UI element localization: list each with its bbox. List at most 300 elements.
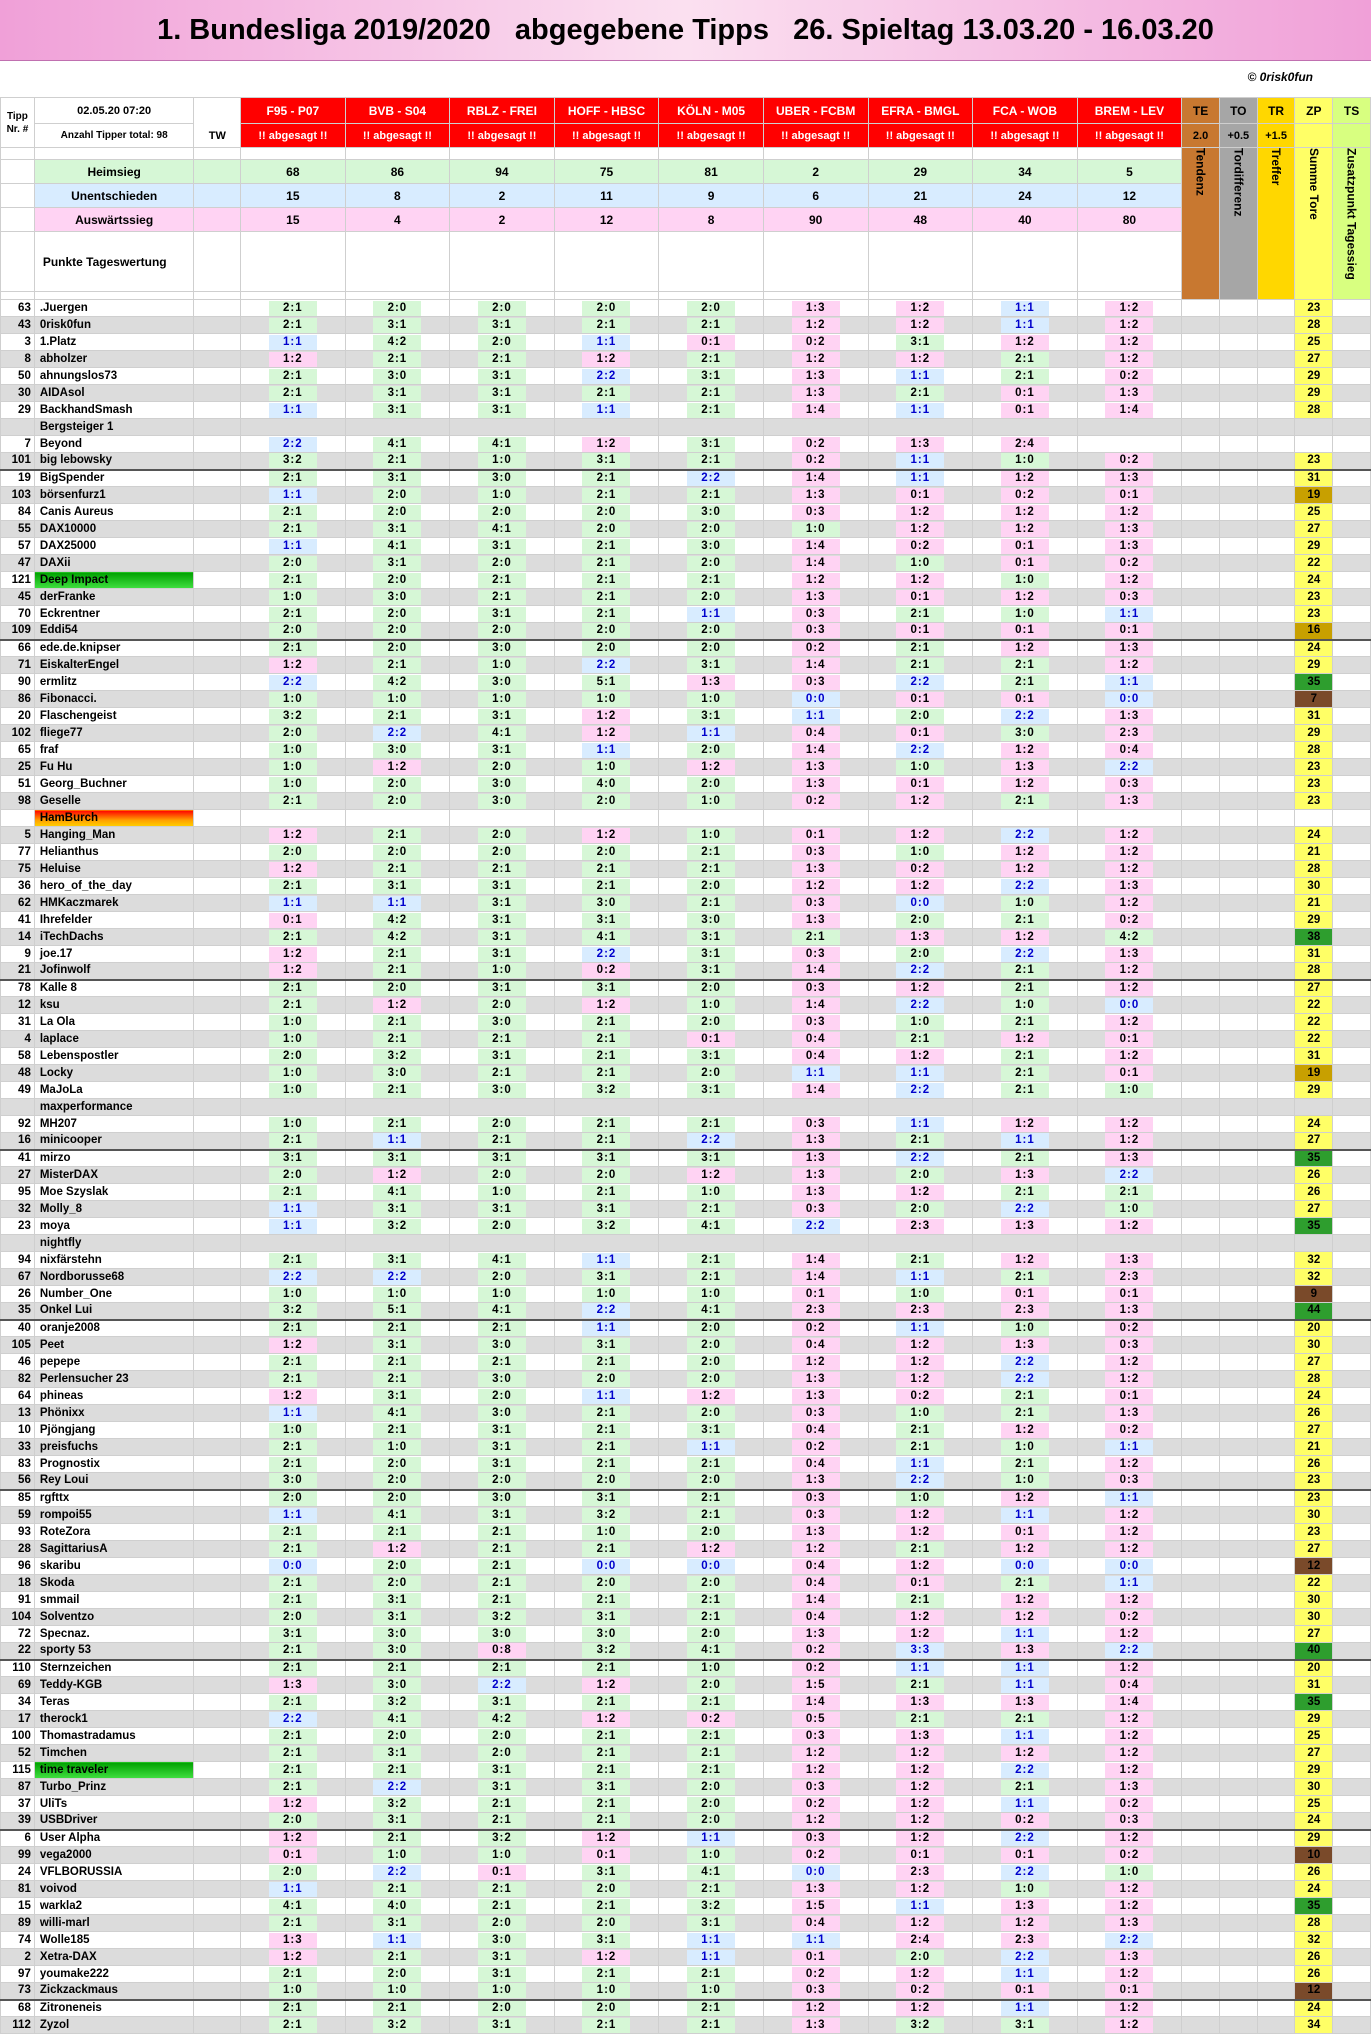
- tip-value: 3:0: [478, 1372, 526, 1387]
- tip-cell: [554, 334, 659, 351]
- tip-cell: [554, 793, 659, 810]
- tip-cell: [973, 997, 1078, 1014]
- tip-cell: [1077, 606, 1182, 623]
- ts-cell: [1333, 402, 1371, 419]
- table-row: [1, 1201, 1371, 1218]
- tip-value: 2:0: [269, 726, 317, 741]
- tip-cell: [868, 1915, 973, 1932]
- tip-cell: [868, 997, 973, 1014]
- tip-value: 2:1: [269, 1372, 317, 1387]
- tipp-number: 39: [1, 1813, 35, 1830]
- tip-cell: [973, 1524, 1078, 1541]
- tip-value: 2:1: [687, 1729, 735, 1744]
- tip-value: 1:2: [1001, 1746, 1049, 1761]
- tip-cell: [973, 1949, 1078, 1966]
- tip-cell: [345, 1830, 450, 1847]
- tip-cell: [763, 1405, 868, 1422]
- tip-cell: [554, 1167, 659, 1184]
- tip-cell: [554, 402, 659, 419]
- tip-cell: [659, 1677, 764, 1694]
- tip-value: 2:0: [687, 1372, 735, 1387]
- match-header-0: F95 - P07: [241, 98, 346, 124]
- tip-cell: [1077, 1660, 1182, 1677]
- tip-cell: [554, 1473, 659, 1490]
- tip-cell: [554, 1337, 659, 1354]
- tr-cell: [1257, 1626, 1295, 1643]
- to-cell: [1219, 1830, 1257, 1847]
- tip-value: 2:0: [582, 623, 630, 638]
- tip-value: 1:2: [896, 301, 944, 316]
- tipp-number: 55: [1, 521, 35, 538]
- tip-cell: [345, 402, 450, 419]
- tw-cell: [194, 436, 241, 453]
- stat-away-2: 2: [450, 208, 555, 232]
- tip-value: 2:1: [373, 1015, 421, 1030]
- tip-cell: [241, 861, 346, 878]
- tip-value: 1:3: [1105, 709, 1153, 724]
- tip-cell: [241, 1949, 346, 1966]
- tip-cell: [659, 1762, 764, 1779]
- tip-value: 2:2: [1001, 1763, 1049, 1778]
- tip-value: 2:1: [269, 1746, 317, 1761]
- tip-value: 1:3: [896, 437, 944, 452]
- to-cell: [1219, 793, 1257, 810]
- tip-cell: [345, 1405, 450, 1422]
- tip-value: 2:0: [478, 760, 526, 775]
- tip-value: 0:3: [792, 1202, 840, 1217]
- zp-cell: 23: [1295, 1473, 1333, 1490]
- tip-cell: [973, 1830, 1078, 1847]
- tip-cell: [241, 334, 346, 351]
- tipper-name: RoteZora: [34, 1524, 194, 1541]
- tip-cell: [763, 1490, 868, 1507]
- tip-cell: [345, 1728, 450, 1745]
- tw-cell: [194, 351, 241, 368]
- tip-cell: [763, 1898, 868, 1915]
- zp-cell: 35: [1295, 1898, 1333, 1915]
- te-cell: [1182, 878, 1220, 895]
- tip-value: 1:1: [269, 335, 317, 350]
- to-cell: [1219, 1252, 1257, 1269]
- table-row: [1, 1983, 1371, 2000]
- tip-value: 4:1: [373, 1406, 421, 1421]
- tip-value: 4:2: [1105, 930, 1153, 945]
- tip-value: 2:1: [373, 947, 421, 962]
- tip-cell: [868, 606, 973, 623]
- tip-cell: [763, 385, 868, 402]
- tip-value: 2:1: [582, 1797, 630, 1812]
- tw-cell: [194, 1490, 241, 1507]
- tip-value: 2:1: [582, 386, 630, 401]
- tip-cell: [659, 1082, 764, 1099]
- tip-cell: [973, 1065, 1078, 1082]
- tr-cell: [1257, 1303, 1295, 1320]
- tip-cell: [763, 1609, 868, 1626]
- tip-cell: [868, 1694, 973, 1711]
- tip-value: 3:1: [373, 1253, 421, 1268]
- tip-value: 3:1: [1001, 2018, 1049, 2033]
- tr-cell: [1257, 861, 1295, 878]
- tip-value: 2:1: [269, 1593, 317, 1608]
- tip-value: 2:1: [478, 1576, 526, 1591]
- tipp-number: 86: [1, 691, 35, 708]
- tip-value: 2:1: [269, 1780, 317, 1795]
- tip-cell: [1077, 1847, 1182, 1864]
- table-row: [1, 351, 1371, 368]
- tip-value: 1:1: [896, 1117, 944, 1132]
- te-cell: [1182, 1031, 1220, 1048]
- tip-cell: [868, 844, 973, 861]
- tip-value: 0:1: [1001, 386, 1049, 401]
- table-row: [1, 606, 1371, 623]
- tip-value: 4:1: [373, 1712, 421, 1727]
- tip-cell: [1077, 402, 1182, 419]
- tip-value: 0:2: [792, 794, 840, 809]
- tipp-number: 3: [1, 334, 35, 351]
- te-cell: [1182, 708, 1220, 725]
- tip-cell: [868, 1388, 973, 1405]
- tip-cell: [554, 1048, 659, 1065]
- tip-value: 1:3: [1001, 1695, 1049, 1710]
- table-row: [1, 1745, 1371, 1762]
- tip-cell: [868, 1269, 973, 1286]
- te-header: TE: [1182, 98, 1220, 124]
- tip-cell: [973, 725, 1078, 742]
- tip-value: 3:1: [373, 522, 421, 537]
- tip-cell: [973, 1354, 1078, 1371]
- to-cell: [1219, 861, 1257, 878]
- ts-cell: [1333, 759, 1371, 776]
- tipp-number: 67: [1, 1269, 35, 1286]
- tip-value: 0:1: [1001, 1525, 1049, 1540]
- tip-cell: [554, 742, 659, 759]
- ts-cell: [1333, 1218, 1371, 1235]
- tipper-name: Kalle 8: [34, 980, 194, 997]
- tip-cell: [1077, 1813, 1182, 1830]
- tip-cell: [1077, 1949, 1182, 1966]
- tip-cell: [763, 912, 868, 929]
- tip-value: 1:2: [373, 1168, 421, 1183]
- tw-cell: [194, 895, 241, 912]
- tip-cell: [868, 351, 973, 368]
- tip-value: 1:0: [269, 1066, 317, 1081]
- tip-cell: [659, 1473, 764, 1490]
- tip-cell: [241, 1694, 346, 1711]
- tip-value: 1:0: [373, 692, 421, 707]
- tip-value: 2:1: [1001, 369, 1049, 384]
- tr-cell: [1257, 351, 1295, 368]
- zp-cell: 19: [1295, 487, 1333, 504]
- tip-value: 2:0: [373, 1729, 421, 1744]
- spacer: [1, 160, 35, 184]
- to-cell: [1219, 351, 1257, 368]
- tipp-number: 41: [1, 1150, 35, 1167]
- te-cell: [1182, 1388, 1220, 1405]
- tip-value: 3:1: [896, 335, 944, 350]
- tip-cell: [659, 1048, 764, 1065]
- ts-cell: [1333, 1949, 1371, 1966]
- tip-value: 3:1: [373, 879, 421, 894]
- to-cell: [1219, 1184, 1257, 1201]
- tip-cell: [659, 1031, 764, 1048]
- tip-value: 1:2: [792, 1746, 840, 1761]
- te-cell: [1182, 1269, 1220, 1286]
- tip-value: 3:1: [687, 658, 735, 673]
- tr-cell: [1257, 317, 1295, 334]
- tip-cell: [868, 300, 973, 317]
- tip-value: 0:4: [792, 726, 840, 741]
- tip-cell: [345, 623, 450, 640]
- tipp-number: 105: [1, 1337, 35, 1354]
- tip-cell: [868, 1065, 973, 1082]
- te-cell: [1182, 1252, 1220, 1269]
- tip-value: 2:1: [269, 369, 317, 384]
- tip-cell: [763, 844, 868, 861]
- tip-cell: [659, 1405, 764, 1422]
- table-row: [1, 1949, 1371, 1966]
- tip-cell: [763, 776, 868, 793]
- tip-cell: [450, 1677, 555, 1694]
- tw-cell: [194, 1881, 241, 1898]
- tr-cell: [1257, 640, 1295, 657]
- tip-value: 2:2: [269, 437, 317, 452]
- tw-cell: [194, 1864, 241, 1881]
- match-header-2: RBLZ - FREI: [450, 98, 555, 124]
- tip-cell: [345, 980, 450, 997]
- tip-cell: [554, 1677, 659, 1694]
- zp-cell: 28: [1295, 1915, 1333, 1932]
- tr-cell: [1257, 1473, 1295, 1490]
- tr-cell: [1257, 623, 1295, 640]
- ts-cell: [1333, 555, 1371, 572]
- tip-cell: [1077, 1796, 1182, 1813]
- tip-cell: [1077, 1150, 1182, 1167]
- to-cell: [1219, 657, 1257, 674]
- tipp-number: 96: [1, 1558, 35, 1575]
- tr-cell: [1257, 1711, 1295, 1728]
- tip-value: 3:1: [582, 1865, 630, 1880]
- ts-cell: [1333, 1830, 1371, 1847]
- to-cell: [1219, 895, 1257, 912]
- tw-cell: [194, 1643, 241, 1660]
- tip-value: 1:0: [687, 692, 735, 707]
- tip-cell: [554, 368, 659, 385]
- tipper-name: laplace: [34, 1031, 194, 1048]
- zp-cell: 24: [1295, 640, 1333, 657]
- to-cell: [1219, 334, 1257, 351]
- tip-value: 4:1: [373, 437, 421, 452]
- tip-value: 0:1: [896, 726, 944, 741]
- tip-cell: [345, 1745, 450, 1762]
- tip-cell: [554, 436, 659, 453]
- tip-cell: [868, 776, 973, 793]
- tip-value: 1:3: [1105, 1780, 1153, 1795]
- te-cell: [1182, 487, 1220, 504]
- zp-cell: 16: [1295, 623, 1333, 640]
- tip-cell: [345, 1660, 450, 1677]
- tip-cell: [973, 674, 1078, 691]
- tip-cell: [1077, 1354, 1182, 1371]
- tip-cell: [973, 521, 1078, 538]
- tip-value: 2:1: [269, 1185, 317, 1200]
- tw-cell: [194, 1966, 241, 1983]
- tip-cell: [763, 1949, 868, 1966]
- tip-value: 2:1: [373, 1423, 421, 1438]
- spacer: [1077, 148, 1182, 160]
- tipper-name: Rey Loui: [34, 1473, 194, 1490]
- tip-cell: [1077, 1082, 1182, 1099]
- tip-value: 1:1: [1105, 1440, 1153, 1455]
- tip-cell: [1077, 1490, 1182, 1507]
- tip-cell: [241, 963, 346, 980]
- tw-cell: [194, 793, 241, 810]
- tip-cell: [554, 708, 659, 725]
- tipper-name: DAX10000: [34, 521, 194, 538]
- tip-cell: [659, 436, 764, 453]
- zp-cell: 35: [1295, 1150, 1333, 1167]
- table-row: [1, 895, 1371, 912]
- tip-value: 2:1: [582, 1967, 630, 1982]
- tip-value: 1:1: [582, 1253, 630, 1268]
- to-cell: [1219, 623, 1257, 640]
- zp-cell: [1295, 436, 1333, 453]
- tip-value: 2:0: [582, 1882, 630, 1897]
- tip-value: 3:1: [478, 1457, 526, 1472]
- zp-cell: 34: [1295, 2017, 1333, 2034]
- tip-value: 1:1: [269, 896, 317, 911]
- tip-cell: [973, 1014, 1078, 1031]
- zp-cell: 28: [1295, 861, 1333, 878]
- table-row: [1, 1473, 1371, 1490]
- tip-value: 2:2: [1105, 1933, 1153, 1948]
- match-status-5: !! abgesagt !!: [763, 124, 868, 148]
- tip-cell: [345, 317, 450, 334]
- tip-value: 1:2: [1105, 1355, 1153, 1370]
- ts-cell: [1333, 1235, 1371, 1252]
- tipper-name: VFLBORUSSIA: [34, 1864, 194, 1881]
- tr-cell: [1257, 419, 1295, 436]
- tip-value: 0:1: [896, 488, 944, 503]
- tip-value: 1:3: [896, 930, 944, 945]
- tw-cell: [194, 1915, 241, 1932]
- table-row: [1, 1184, 1371, 1201]
- tr-cell: [1257, 1847, 1295, 1864]
- tip-cell: [554, 555, 659, 572]
- tipp-number: 75: [1, 861, 35, 878]
- tip-value: 1:3: [792, 369, 840, 384]
- tip-cell: [973, 1932, 1078, 1949]
- tip-cell: [1077, 538, 1182, 555]
- tip-cell: [973, 1303, 1078, 1320]
- tip-value: 2:1: [1001, 658, 1049, 673]
- tip-value: 3:0: [373, 743, 421, 758]
- tip-cell: [241, 487, 346, 504]
- tip-value: 3:2: [582, 1219, 630, 1234]
- tip-value: 3:1: [373, 471, 421, 486]
- tip-value: 2:0: [478, 998, 526, 1013]
- tip-cell: [450, 1575, 555, 1592]
- tipper-name: Nordborusse68: [34, 1269, 194, 1286]
- tip-value: 2:1: [687, 845, 735, 860]
- tip-value: 2:1: [373, 828, 421, 843]
- tip-cell: [1077, 487, 1182, 504]
- tip-cell: [868, 1728, 973, 1745]
- tr-cell: [1257, 1439, 1295, 1456]
- zp-cell: 22: [1295, 1031, 1333, 1048]
- tip-value: 1:2: [1105, 1899, 1153, 1914]
- tip-value: 1:2: [896, 1746, 944, 1761]
- tip-value: 2:1: [478, 1321, 526, 1336]
- tip-cell: [554, 1779, 659, 1796]
- tip-cell: [554, 317, 659, 334]
- tip-cell: [1077, 317, 1182, 334]
- tr-cell: [1257, 1949, 1295, 1966]
- to-cell: [1219, 810, 1257, 827]
- tip-value: 0:1: [896, 777, 944, 792]
- tip-cell: [659, 1133, 764, 1150]
- tip-value: 1:2: [1105, 1542, 1153, 1557]
- tip-cell: [973, 1864, 1078, 1881]
- tipper-name: time traveler: [34, 1762, 194, 1779]
- tip-value: 0:2: [792, 1661, 840, 1676]
- te-cell: [1182, 1490, 1220, 1507]
- tip-cell: [554, 453, 659, 470]
- tip-value: 1:4: [792, 539, 840, 554]
- tip-cell: [659, 606, 764, 623]
- stat-home-2: 94: [450, 160, 555, 184]
- tip-value: 2:2: [1001, 1865, 1049, 1880]
- tip-value: 2:1: [582, 1746, 630, 1761]
- ts-cell: [1333, 1286, 1371, 1303]
- tip-value: 1:2: [1001, 1117, 1049, 1132]
- tip-cell: [345, 793, 450, 810]
- stat-draw-7: 24: [973, 184, 1078, 208]
- tip-cell: [241, 1813, 346, 1830]
- zp-cell: 21: [1295, 1439, 1333, 1456]
- table-row: [1, 1711, 1371, 1728]
- tipp-number: [1, 1099, 35, 1116]
- tip-cell: [763, 1031, 868, 1048]
- tip-value: 1:2: [1105, 828, 1153, 843]
- table-row: [1, 1762, 1371, 1779]
- tip-cell: [345, 929, 450, 946]
- tw-cell: [194, 1014, 241, 1031]
- tip-value: 2:0: [373, 573, 421, 588]
- te-cell: [1182, 1456, 1220, 1473]
- tip-cell: [241, 1677, 346, 1694]
- tip-value: 1:2: [896, 505, 944, 520]
- tip-cell: [345, 1711, 450, 1728]
- tip-value: 2:1: [1001, 1185, 1049, 1200]
- tipp-number: 66: [1, 640, 35, 657]
- tip-cell: [345, 759, 450, 776]
- tip-cell: [973, 504, 1078, 521]
- tip-cell: [450, 1303, 555, 1320]
- tip-value: 2:1: [478, 590, 526, 605]
- tip-value: 1:2: [1105, 1117, 1153, 1132]
- tr-cell: [1257, 946, 1295, 963]
- te-cell: [1182, 368, 1220, 385]
- tipp-number: 64: [1, 1388, 35, 1405]
- tip-value: 1:1: [1105, 607, 1153, 622]
- tip-cell: [973, 1507, 1078, 1524]
- tip-value: 1:2: [896, 879, 944, 894]
- tip-cell: [450, 997, 555, 1014]
- tip-cell: [659, 1184, 764, 1201]
- tip-cell: [868, 657, 973, 674]
- tip-value: 1:1: [896, 471, 944, 486]
- zp-cell: 40: [1295, 1643, 1333, 1660]
